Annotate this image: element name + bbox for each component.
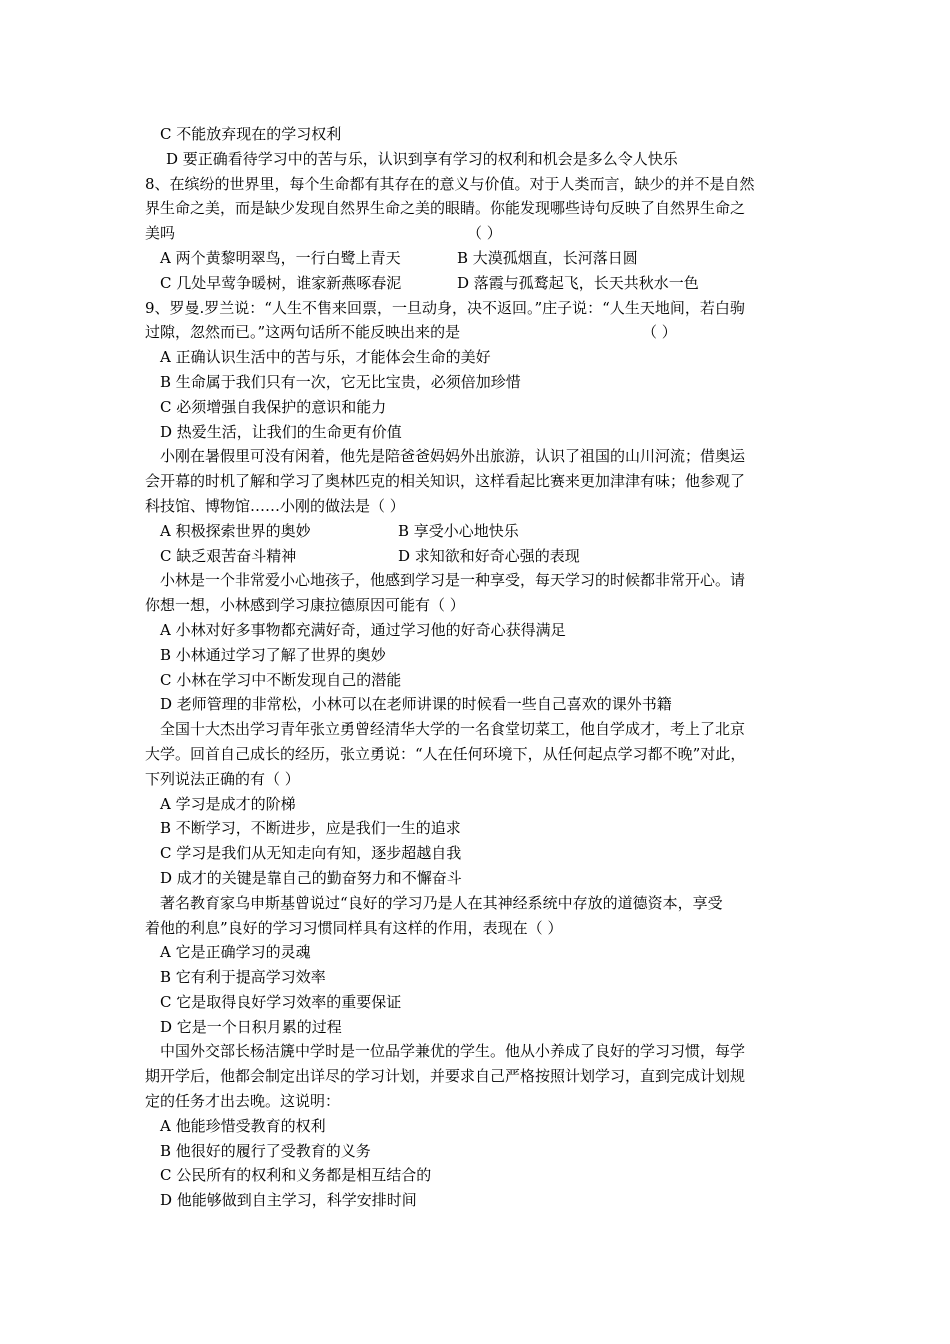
question-12-line-2: 大学。回首自己成长的经历，张立勇说：“人在任何环境下，从任何起点学习都不晚”对此， (145, 744, 746, 763)
document-page (145, 122, 810, 1213)
option-c: C 必须增强自我保护的意识和能力 (160, 397, 387, 416)
option-c: C 小林在学习中不断发现自己的潜能 (160, 670, 402, 689)
option-a: A 他能珍惜受教育的权利 (160, 1116, 326, 1135)
question-14-line-3: 定的任务才出去晚。这说明： (145, 1092, 341, 1111)
option-a: A 小林对好多事物都充满好奇，通过学习他的好奇心获得满足 (160, 620, 566, 639)
question-10-line-3: 科技馆、博物馆……小刚的做法是（ ） (145, 496, 405, 515)
option-a: A 积极探索世界的奥妙 (160, 521, 311, 540)
option-a: A 正确认识生活中的苦与乐，才能体会生命的美好 (160, 348, 491, 367)
option-a: A 它是正确学习的灵魂 (160, 943, 311, 962)
question-9-line-1: 9、罗曼.罗兰说：“人生不售来回票，一旦动身，决不返回。”庄子说：“人生天地间，若白驹 (145, 298, 745, 317)
question-10-line-1: 小刚在暑假里可没有闲着，他先是陪爸爸妈妈外出旅游，认识了祖国的山川河流；借奥运 (160, 447, 746, 466)
option-b: B 生命属于我们只有一次，它无比宝贵，必须倍加珍惜 (160, 372, 521, 391)
option-d: D 落霞与孤鹜起飞，长天共秋水一色 (457, 273, 699, 292)
question-8-line-3 (145, 221, 810, 246)
option-b: B 享受小心地快乐 (398, 521, 519, 540)
question-8-text: 美吗 (145, 224, 176, 243)
option-c: C 几处早莺争暖树，谁家新燕啄春泥 (160, 273, 402, 292)
question-9-text: 过隙，忽然而已。”这两句话所不能反映出来的是 (145, 323, 461, 342)
option-b: B 他很好的履行了受教育的义务 (160, 1141, 371, 1160)
option-b: B 小林通过学习了解了世界的奥妙 (160, 645, 386, 664)
question-12-line-3: 下列说法正确的有（ ） (145, 769, 300, 788)
option-d: D 求知欲和好奇心强的表现 (398, 546, 580, 565)
option-c: C 缺乏艰苦奋斗精神 (160, 546, 297, 565)
option-a: A 学习是成才的阶梯 (160, 794, 296, 813)
option-c: C 不能放弃现在的学习权利 (160, 125, 342, 143)
question-11-line-2: 你想一想，小林感到学习康拉德原因可能有（ ） (145, 596, 465, 615)
question-8-line-2: 界生命之美，而是缺少发现自然界生命之美的眼睛。你能发现哪些诗句反映了自然界生命之 (145, 199, 746, 218)
question-14-line-1: 中国外交部长杨洁篪中学时是一位品学兼优的学生。他从小养成了良好的学习习惯，每学 (160, 1042, 746, 1061)
option-b: B 不断学习，不断进步，应是我们一生的追求 (160, 819, 461, 838)
question-8-line-1: 8、在缤纷的世界里，每个生命都有其存在的意义与价值。对于人类而言，缺少的并不是自然 (145, 174, 755, 193)
options-row (145, 519, 810, 544)
option-d: D 热爱生活，让我们的生命更有价值 (160, 422, 402, 441)
answer-blank: （ ） (467, 224, 502, 243)
question-13-line-2: 着他的利息”良好的学习习惯同样具有这样的作用，表现在（ ） (145, 918, 563, 937)
option-a: A 两个黄黎明翠鸟，一行白鹭上青天 (160, 248, 401, 267)
option-b: B 它有利于提高学习效率 (160, 968, 326, 987)
answer-blank: （ ） (642, 323, 677, 342)
question-10-line-2: 会开幕的时机了解和学习了奥林匹克的相关知识，这样看起比赛来更加津津有味；他参观了 (145, 472, 746, 491)
question-9-line-2 (145, 320, 810, 345)
options-row (145, 271, 810, 296)
option-b: B 大漠孤烟直，长河落日圆 (457, 248, 638, 267)
option-c: C 学习是我们从无知走向有知，逐步超越自我 (160, 844, 462, 863)
question-13-line-1: 著名教育家乌申斯基曾说过“良好的学习乃是人在其神经系统中存放的道德资本，享受 (160, 893, 723, 912)
option-c: C 它是取得良好学习效率的重要保证 (160, 992, 402, 1011)
question-14-line-2: 期开学后，他都会制定出详尽的学习计划，并要求自己严格按照计划学习，直到完成计划规 (145, 1067, 746, 1086)
question-12-line-1: 全国十大杰出学习青年张立勇曾经清华大学的一名食堂切菜工，他自学成才，考上了北京 (160, 720, 746, 739)
option-d: D 老师管理的非常松，小林可以在老师讲课的时候看一些自己喜欢的课外书籍 (160, 695, 672, 714)
option-c: C 公民所有的权利和义务都是相互结合的 (160, 1166, 432, 1185)
options-row (145, 246, 810, 271)
options-row (145, 544, 810, 569)
option-d: D 它是一个日积月累的过程 (160, 1017, 342, 1036)
option-d: D 他能够做到自主学习，科学安排时间 (160, 1191, 417, 1210)
option-d: D 成才的关键是靠自己的勤奋努力和不懈奋斗 (160, 868, 462, 887)
question-11-line-1: 小林是一个非常爱小心地孩子，他感到学习是一种享受，每天学习的时候都非常开心。请 (160, 571, 746, 590)
option-d: D 要正确看待学习中的苦与乐，认识到享有学习的权利和机会是多么令人快乐 (166, 149, 678, 168)
